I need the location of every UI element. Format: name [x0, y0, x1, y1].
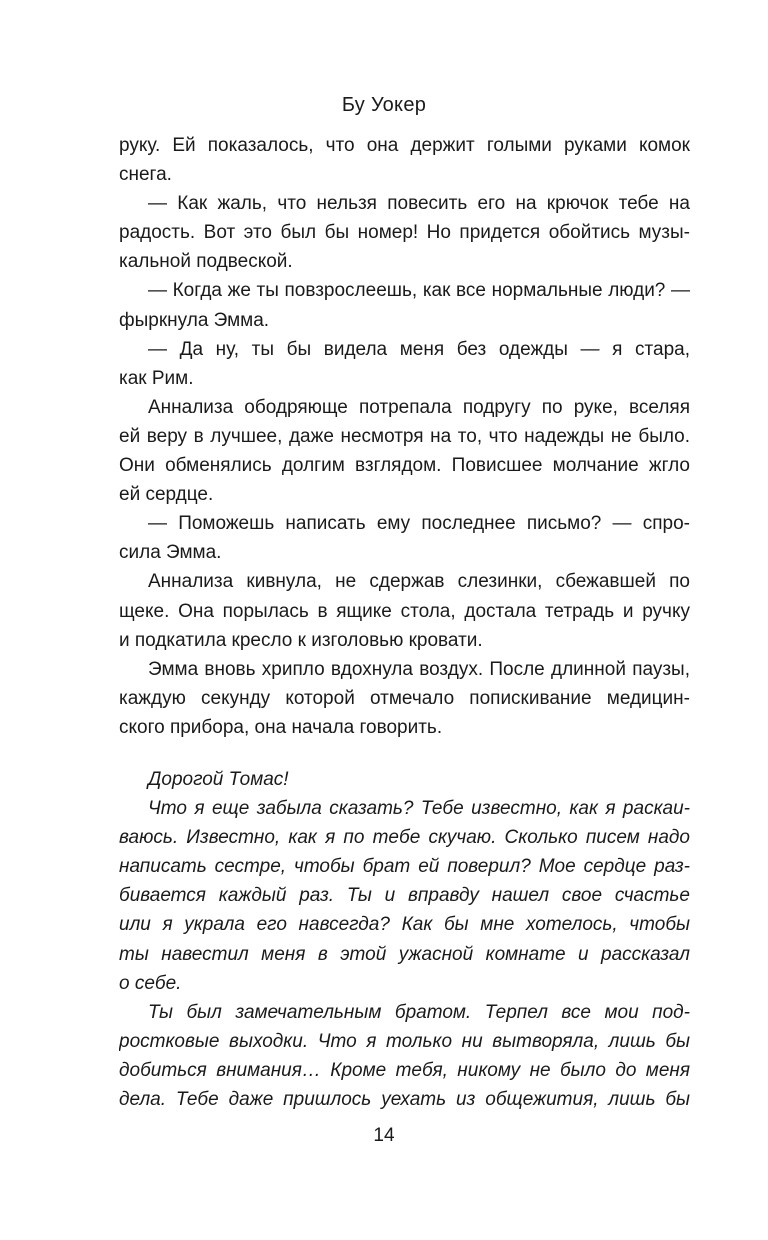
- text-line: ей веру в лучшее, даже несмотря на то, что надежды не было.: [119, 425, 690, 447]
- letter-line: ты навестил меня в этой ужасной комнате и рассказал: [119, 943, 690, 965]
- running-head: Бу Уокер: [341, 94, 427, 116]
- text-line: ей сердце.: [119, 484, 214, 506]
- text-line: — Когда же ты повзрослеешь, как все нормальные люди? —: [148, 280, 690, 302]
- text-line: щеке. Она порылась в ящике стола, достала тетрадь и ручку: [119, 600, 690, 622]
- section-gap: [119, 742, 690, 765]
- text-line: сила Эмма.: [119, 542, 222, 564]
- letter-line: Что я еще забыла сказать? Тебе известно, как я раскаи-: [148, 798, 690, 820]
- prose-block: [119, 131, 690, 742]
- text-line: ского прибора, она начала говорить.: [119, 716, 443, 738]
- text-line: — Да ну, ты бы видела меня без одежды — я стара,: [148, 338, 690, 360]
- letter-salutation: Дорогой Томас!: [148, 768, 289, 790]
- text-line: Аннализа кивнула, не сдержав слезинки, сбежавшей по: [148, 571, 690, 593]
- letter-line: написать сестре, чтобы брат ей поверил? Мое сердце раз-: [119, 856, 690, 878]
- letter-line: или я украла его навсегда? Как бы мне хотелось, чтобы: [119, 914, 690, 936]
- text-line: фыркнула Эмма.: [119, 309, 270, 331]
- text-line: радость. Вот это был бы номер! Но придется обойтись музы-: [119, 222, 690, 244]
- body-text: [119, 131, 690, 1114]
- text-line: — Как жаль, что нельзя повесить его на крючок тебе на: [148, 193, 690, 215]
- text-line: каждую секунду которой отмечало попискивание медицин-: [119, 687, 690, 709]
- letter-line: о себе.: [119, 972, 182, 994]
- letter-line: ростковые выходки. Что я только ни вытворяла, лишь бы: [119, 1030, 690, 1052]
- letter-line: добиться внимания… Кроме тебя, никому не было до меня: [119, 1059, 690, 1081]
- text-line: кальной подвеской.: [119, 251, 293, 273]
- text-line: Аннализа ободряюще потрепала подругу по руке, вселяя: [148, 396, 690, 418]
- text-line: Они обменялись долгим взглядом. Повисшее молчание жгло: [119, 455, 690, 477]
- text-line: снега.: [119, 164, 172, 186]
- letter-line: бивается каждый раз. Ты и вправду нашел свое счастье: [119, 885, 690, 907]
- letter-line: Ты был замечательным братом. Терпел все мои под-: [148, 1001, 690, 1023]
- text-line: как Рим.: [119, 367, 194, 389]
- letter-block: [119, 794, 690, 1114]
- letter-line: дела. Тебе даже пришлось уехать из общежития, лишь бы: [119, 1089, 690, 1110]
- text-line: и подкатила кресло к изголовью кровати.: [119, 629, 483, 651]
- text-line: — Поможешь написать ему последнее письмо? — спро-: [148, 513, 690, 535]
- text-line: руку. Ей показалось, что она держит голыми руками комок: [119, 135, 690, 156]
- page-number: 14: [373, 1125, 395, 1146]
- letter-line: ваюсь. Известно, как я по тебе скучаю. Сколько писем надо: [119, 827, 690, 849]
- text-line: Эмма вновь хрипло вдохнула воздух. После длинной паузы,: [148, 658, 690, 680]
